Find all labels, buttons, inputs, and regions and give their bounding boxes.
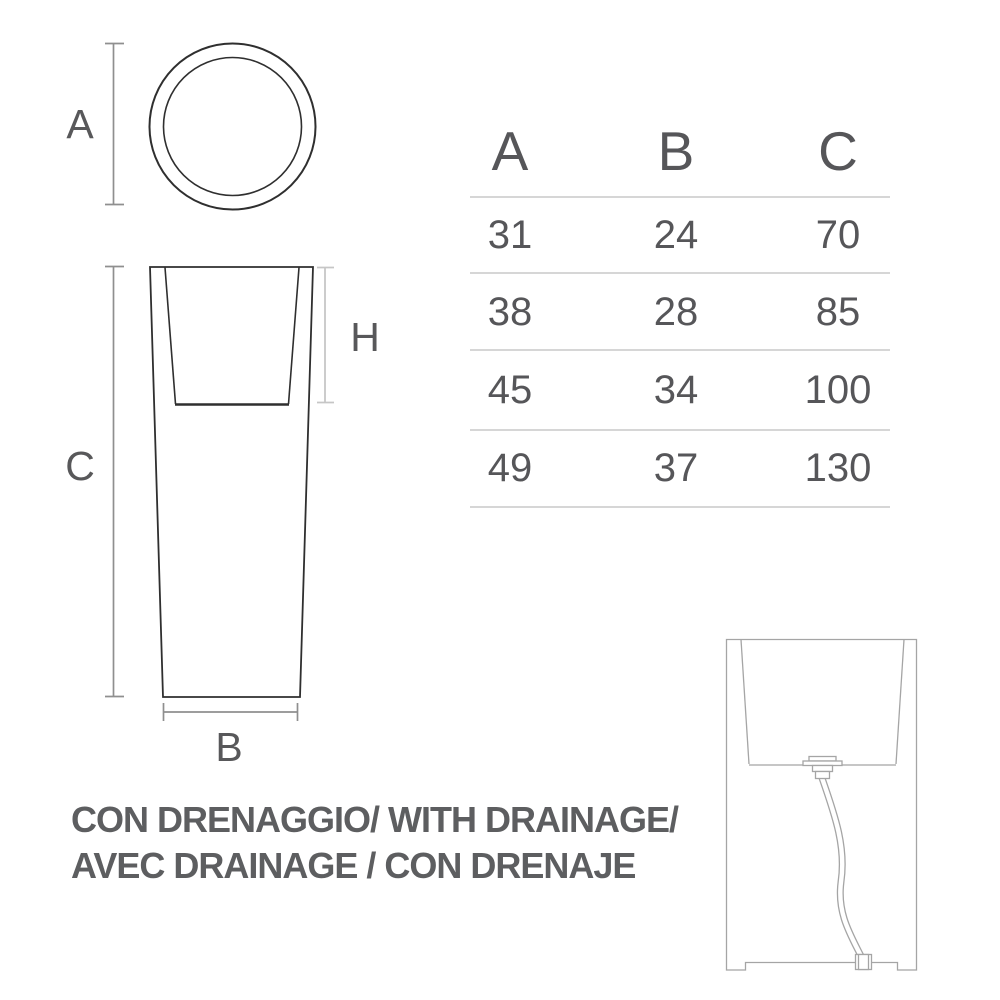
- drainage-caption: [71, 797, 771, 889]
- outer-rim-circle: [150, 44, 316, 210]
- dimension-line-b: [163, 703, 298, 721]
- table-cell: 130: [804, 446, 872, 490]
- caption-line-1: CON DRENAGGIO/ WITH DRAINAGE/: [71, 799, 678, 840]
- table-divider: [470, 272, 890, 274]
- drainage-inner-basin: [741, 640, 904, 766]
- planter-outline: [150, 267, 313, 697]
- label-dimension-c: C: [65, 443, 95, 489]
- label-dimension-b: B: [215, 724, 243, 770]
- table-cell: 24: [653, 213, 699, 257]
- drain-fitting: [803, 757, 842, 779]
- table-cell: 45: [487, 368, 533, 412]
- dimension-line-c: [105, 267, 124, 697]
- table-cell: 70: [815, 213, 861, 257]
- table-divider: [470, 506, 890, 508]
- table-cell: 34: [653, 368, 699, 412]
- table-cell: 37: [653, 446, 699, 490]
- caption-line-2: AVEC DRAINAGE / CON DRENAJE: [71, 845, 636, 886]
- table-cell: 31: [487, 213, 533, 257]
- label-dimension-a: A: [66, 101, 94, 147]
- top-view-drawing: [105, 44, 316, 210]
- table-divider: [470, 196, 890, 198]
- drain-outlet-fitting: [856, 955, 872, 970]
- table-divider: [470, 429, 890, 431]
- label-dimension-h: H: [350, 314, 380, 360]
- table-cell: 85: [815, 290, 861, 334]
- table-divider: [470, 349, 890, 351]
- dimension-line-h: [317, 267, 334, 403]
- table-cell: 38: [487, 290, 533, 334]
- side-view-drawing: [105, 267, 334, 722]
- planter-inner-cavity: [165, 268, 299, 405]
- table-header-a: A: [491, 120, 529, 182]
- inner-rim-circle: [164, 58, 302, 196]
- table-cell: 28: [653, 290, 699, 334]
- dimension-line-a: [105, 44, 124, 205]
- table-header-c: C: [818, 120, 858, 182]
- table-header-b: B: [657, 120, 695, 182]
- table-cell: 49: [487, 446, 533, 490]
- table-cell: 100: [804, 368, 872, 412]
